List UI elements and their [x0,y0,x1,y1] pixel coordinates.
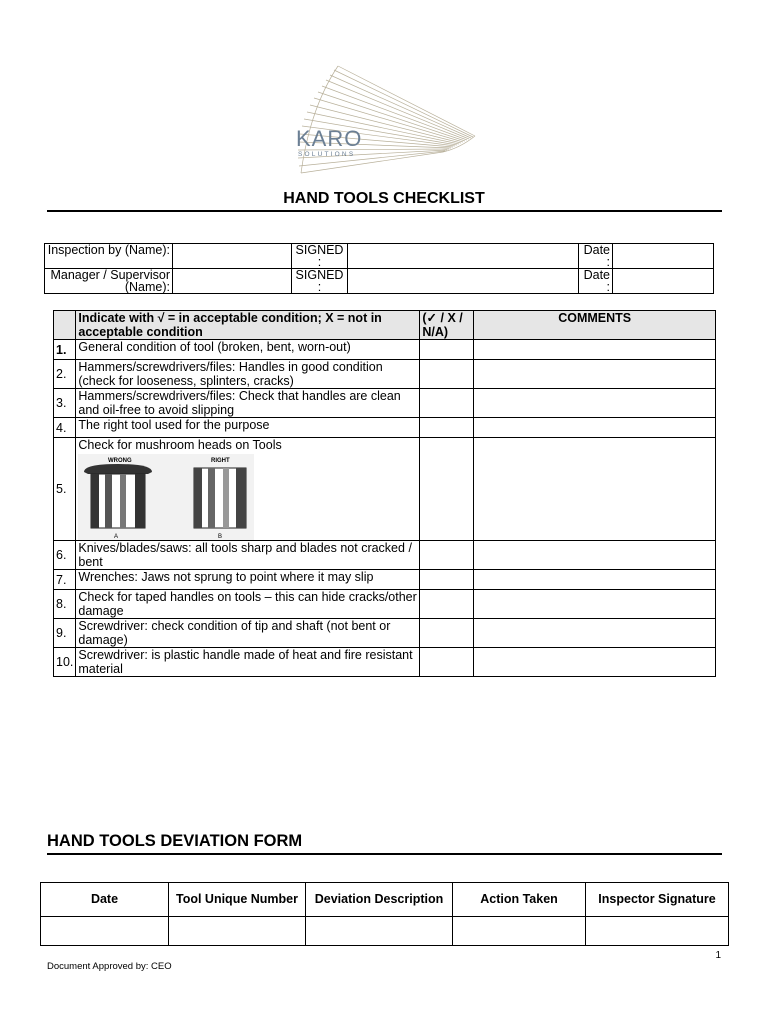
deviation-header-row [41,883,729,917]
inspected-by-name-field[interactable] [173,244,292,269]
comment-cell[interactable] [474,389,716,418]
item-cell [76,438,420,541]
manager-label: Manager / Supervisor (Name): [45,269,173,294]
mushroom-head-illustration [78,454,254,540]
item-number: 9. [54,619,76,648]
tool-number-cell[interactable] [169,917,306,946]
item-text: Wrenches: Jaws not sprung to point where it may slip [76,570,420,590]
karo-solutions-logo [290,58,480,176]
status-cell[interactable] [420,438,474,541]
inspection-row [45,244,714,269]
comment-cell[interactable] [474,418,716,438]
right-label: RIGHT [211,458,231,464]
date-cell[interactable] [41,917,169,946]
checklist-row [54,340,716,360]
item-text: Knives/blades/saws: all tools sharp and blades not cracked / bent [76,541,420,570]
status-cell[interactable] [420,360,474,389]
checklist-row [54,570,716,590]
item-number: 1. [54,340,76,360]
item-number: 5. [54,438,76,541]
item-number: 7. [54,570,76,590]
checklist-row [54,619,716,648]
checklist-row [54,648,716,677]
inspector-signature-cell[interactable] [586,917,729,946]
deviation-description-cell[interactable] [306,917,453,946]
label-a: A [114,534,119,540]
instruction-header: Indicate with √ = in acceptable condition; X = not in acceptable condition [76,311,420,340]
action-taken-cell[interactable] [453,917,586,946]
comment-cell[interactable] [474,541,716,570]
comment-cell[interactable] [474,619,716,648]
status-cell[interactable] [420,389,474,418]
date-label: Date : [579,269,613,294]
item-text: Check for taped handles on tools – this can hide cracks/other damage [76,590,420,619]
checklist-row [54,438,716,541]
proper-tool-shape [194,468,246,528]
comments-header: COMMENTS [474,311,716,340]
checklist-row [54,360,716,389]
page-number: 1 [715,950,721,961]
status-header: (✓ / X / N/A) [420,311,474,340]
item-text: Hammers/screwdrivers/files: Handles in good condition (check for looseness, splinters, cracks) [76,360,420,389]
status-cell[interactable] [420,418,474,438]
manager-name-field[interactable] [173,269,292,294]
number-header [54,311,76,340]
item-number: 2. [54,360,76,389]
status-cell[interactable] [420,541,474,570]
deviation-description-column-header: Deviation Description [306,883,453,917]
inspector-signature-column-header: Inspector Signature [586,883,729,917]
item-number: 10. [54,648,76,677]
item-text: General condition of tool (broken, bent, worn-out) [76,340,420,360]
inspected-by-label: Inspection by (Name): [45,244,173,269]
deviation-table [40,882,729,946]
inspection-date-field[interactable] [613,244,714,269]
signed-label: SIGNED : [292,244,348,269]
deviation-row [41,917,729,946]
item-number: 4. [54,418,76,438]
status-cell[interactable] [420,340,474,360]
action-taken-column-header: Action Taken [453,883,586,917]
status-cell[interactable] [420,648,474,677]
logo-tagline: SOLUTIONS [298,151,356,158]
checklist-row [54,590,716,619]
checklist-table [53,310,716,677]
mushroomed-tool-shape [84,464,152,528]
checklist-row [54,541,716,570]
comment-cell[interactable] [474,340,716,360]
checklist-row [54,418,716,438]
date-label: Date : [579,244,613,269]
footer-approval-note: Document Approved by: CEO [47,961,172,972]
page-title: HAND TOOLS CHECKLIST [283,190,485,207]
signed-label: SIGNED : [292,269,348,294]
comment-cell[interactable] [474,648,716,677]
label-b: B [218,534,223,540]
status-cell[interactable] [420,570,474,590]
status-cell[interactable] [420,590,474,619]
tool-number-column-header: Tool Unique Number [169,883,306,917]
deviation-form-title: HAND TOOLS DEVIATION FORM [47,832,303,850]
item-text: Screwdriver: is plastic handle made of heat and fire resistant material [76,648,420,677]
logo-wordmark: KARO [296,126,363,151]
item-text: Check for mushroom heads on Tools [78,438,282,452]
inspection-table [44,243,714,294]
status-cell[interactable] [420,619,474,648]
manager-signature-field[interactable] [348,269,579,294]
manager-date-field[interactable] [613,269,714,294]
wrong-label: WRONG [108,458,133,464]
checklist-header-row [54,311,716,340]
item-number: 8. [54,590,76,619]
checklist-row [54,389,716,418]
item-text: Screwdriver: check condition of tip and shaft (not bent or damage) [76,619,420,648]
deviation-title-underline [47,853,722,855]
comment-cell[interactable] [474,570,716,590]
item-number: 6. [54,541,76,570]
date-column-header: Date [41,883,169,917]
inspector-signature-field[interactable] [348,244,579,269]
comment-cell[interactable] [474,438,716,541]
item-number: 3. [54,389,76,418]
inspection-row [45,269,714,294]
item-text: Hammers/screwdrivers/files: Check that handles are clean and oil-free to avoid slipping [76,389,420,418]
item-text: The right tool used for the purpose [76,418,420,438]
comment-cell[interactable] [474,360,716,389]
comment-cell[interactable] [474,590,716,619]
title-underline [47,210,722,212]
